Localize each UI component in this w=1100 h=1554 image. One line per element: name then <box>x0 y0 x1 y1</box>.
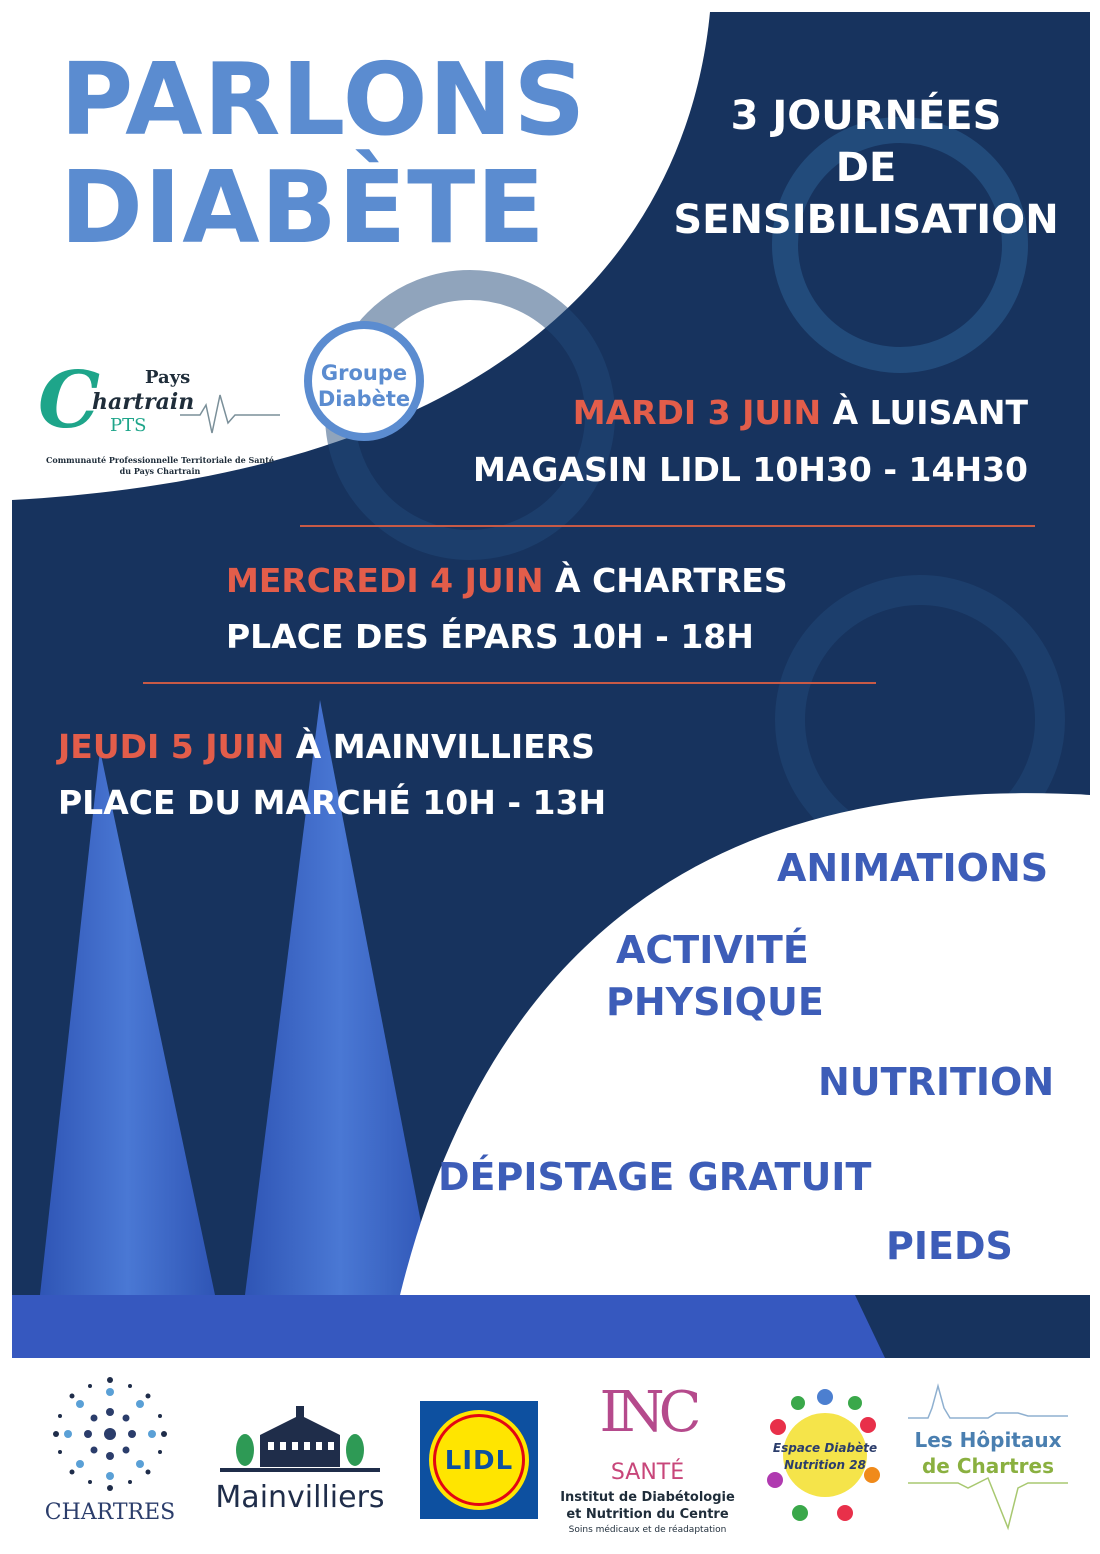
topic-activite-line-2: PHYSIQUE <box>606 980 824 1024</box>
subtitle-line-3: SENSIBILISATION <box>673 197 1059 243</box>
event-3-date: JEUDI 5 JUIN <box>58 727 285 766</box>
partner-chartres <box>30 1372 190 1532</box>
subtitle <box>656 90 1076 246</box>
cpts-chartrain: hartrain <box>92 389 195 415</box>
groupe-line-1: Groupe <box>320 361 408 385</box>
inc-line-2: et Nutrition du Centre <box>566 1507 729 1522</box>
divider-2 <box>143 682 876 684</box>
ground-band <box>12 1295 885 1358</box>
partner-hopitaux <box>898 1378 1078 1533</box>
partner-lidl <box>420 1401 538 1519</box>
cpts-c-letter: C <box>38 355 101 446</box>
event-2-heading <box>226 561 788 600</box>
event-3-place: À MAINVILLIERS <box>295 727 595 766</box>
partner-inc <box>560 1380 735 1545</box>
partner-mainvilliers <box>200 1400 400 1530</box>
inc-sante: SANTÉ <box>610 1460 685 1485</box>
divider-1 <box>300 525 1035 527</box>
event-3-detail: PLACE DU MARCHÉ 10H - 13H <box>58 783 607 822</box>
hopitaux-line-2: de Chartres <box>921 1454 1054 1478</box>
chartres-label: CHARTRES <box>44 1500 176 1525</box>
event-2-detail: PLACE DES ÉPARS 10H - 18H <box>226 617 754 656</box>
cpts-pts: PTS <box>110 415 147 436</box>
title-line-2: DIABÈTE <box>60 149 546 266</box>
partner-espace-diabete <box>760 1385 890 1530</box>
cpts-caption-2: du Pays Chartrain <box>119 466 201 476</box>
topic-depistage: DÉPISTAGE GRATUIT <box>438 1155 872 1199</box>
cpts-logo <box>30 345 290 485</box>
cpts-caption-1: Communauté Professionnelle Territoriale de Santé <box>46 455 274 465</box>
topic-activite-line-1: ACTIVITÉ <box>616 928 809 972</box>
chartres-rosace-icon <box>30 1372 190 1502</box>
title-line-1: PARLONS <box>60 41 587 158</box>
groupe-diabete-logo <box>304 321 424 441</box>
topic-nutrition: NUTRITION <box>818 1060 1055 1104</box>
inc-line-3: Soins médicaux et de réadaptation <box>568 1525 727 1535</box>
event-1-date: MARDI 3 JUIN <box>572 393 822 432</box>
hopitaux-line-1: Les Hôpitaux <box>914 1428 1062 1452</box>
event-2-place: À CHARTRES <box>555 561 788 600</box>
mainvilliers-building-icon <box>200 1400 400 1480</box>
subtitle-line-2: DE <box>835 145 897 191</box>
inc-line-1: Institut de Diabétologie <box>560 1490 735 1505</box>
topic-pieds: PIEDS <box>886 1224 1013 1268</box>
event-2-date: MERCREDI 4 JUIN <box>226 561 544 600</box>
lidl-label: LIDL <box>444 1446 514 1476</box>
event-1-detail: MAGASIN LIDL 10H30 - 14H30 <box>473 450 1028 489</box>
topic-animations: ANIMATIONS <box>777 846 1049 890</box>
subtitle-line-1: 3 JOURNÉES <box>730 93 1002 139</box>
event-3-heading <box>58 727 595 766</box>
groupe-line-2: Diabète <box>317 387 411 411</box>
cpts-pays: Pays <box>145 367 191 388</box>
espace-line-1: Espace Diabète <box>772 1441 878 1455</box>
espace-line-2: Nutrition 28 <box>784 1458 866 1472</box>
mainvilliers-label: Mainvilliers <box>215 1480 385 1515</box>
event-1-place: À LUISANT <box>832 393 1028 432</box>
inc-monogram: INC <box>599 1380 696 1445</box>
event-1-heading <box>573 393 1028 432</box>
